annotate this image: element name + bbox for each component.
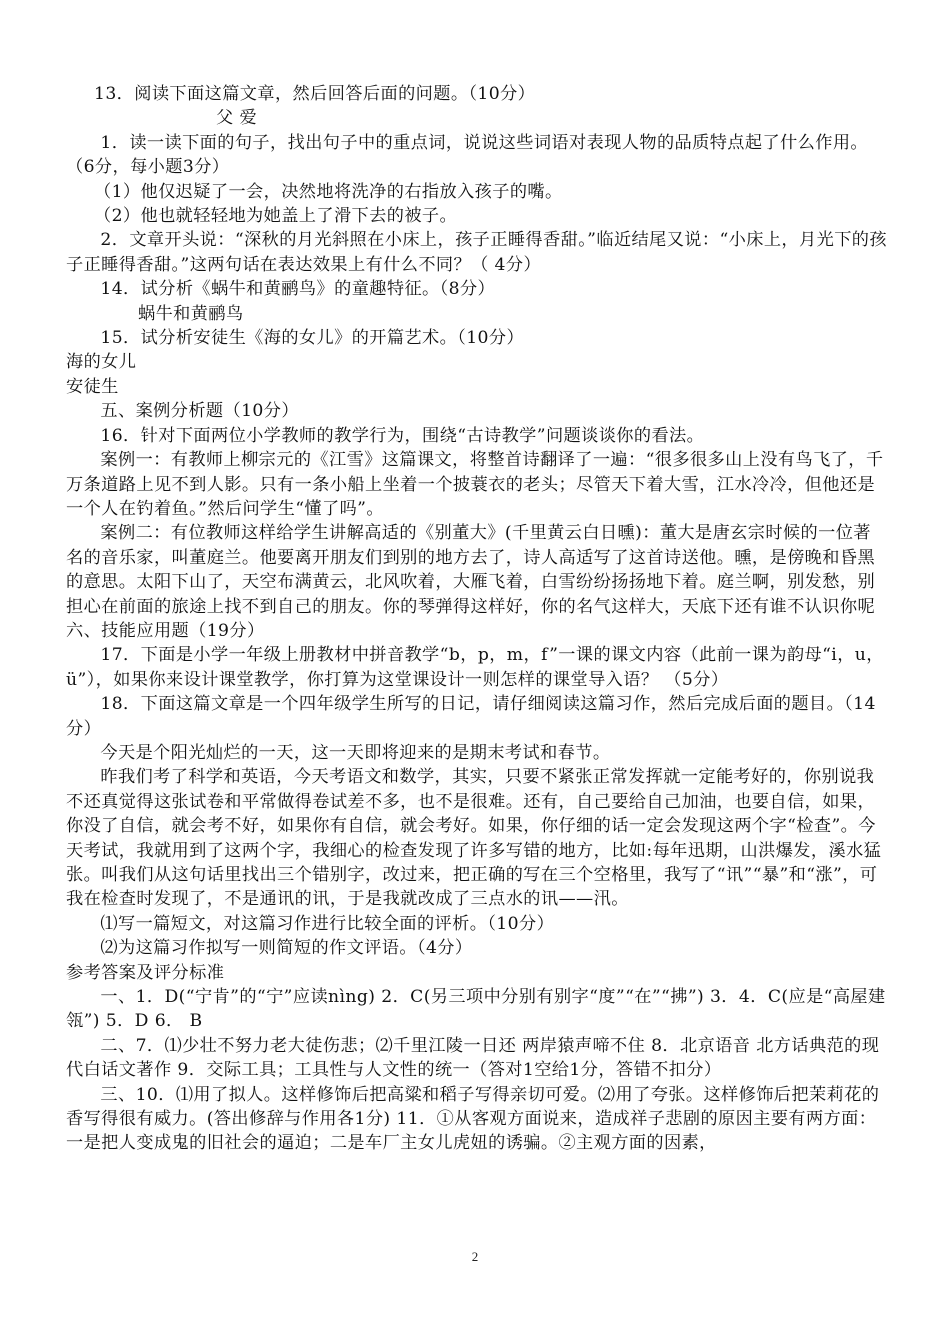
q13-article-title: 父 爱 bbox=[216, 108, 258, 129]
page-content bbox=[66, 82, 888, 1156]
section-6-title: 六、技能应用题（19分） bbox=[66, 620, 265, 641]
section-5-title: 五、案例分析题（10分） bbox=[100, 401, 299, 422]
q13-subquestion-1: 1．读一读下面的句子，找出句子中的重点词，说说这些词语对表现人物的品质特点起了什么作用。（6分，每小题3分） bbox=[66, 132, 868, 178]
q13-subquestion-2: 2．文章开头说：“深秋的月光斜照在小床上，孩子正睡得香甜。”临近结尾又说：“小床上，月光下的孩子正睡得香甜。”这两句话在表达效果上有什么不同？（ 4分） bbox=[66, 230, 887, 275]
q14-title: 14．试分析《蜗牛和黄鹂鸟》的童趣特征。（8分） bbox=[100, 279, 496, 300]
case-2-text: 案例二：有位教师这样给学生讲解高适的《别董大》(千里黄云白日曛)：董大是唐玄宗时候的一位著名的音乐家，叫董庭兰。他要离开朋友们到别的地方去了，诗人高适写了这首诗送他。曛，是傍晚和昏黑的意思。太阳下山了，天空布满黄云，北风吹着，大雁飞着，白雪纷纷扬扬地下着。庭兰啊，别发愁，别担心在前面的旅途上找不到自己的朋友。你的琴弹得这样好，你的名气这样大，天底下还有谁不认识你呢 bbox=[66, 523, 876, 617]
q16-title: 16．针对下面两位小学教师的教学行为，围绕“古诗教学”问题谈谈你的看法。 bbox=[100, 425, 705, 446]
answers-title: 参考答案及评分标准 bbox=[66, 962, 225, 983]
q13-subquestion-1b: （2）他也就轻轻地为她盖上了滑下去的被子。 bbox=[94, 206, 458, 227]
q18-task-1: ⑴写一篇短文，对这篇习作进行比较全面的评析。（10分） bbox=[100, 913, 555, 934]
case-1-text: 案例一：有教师上柳宗元的《江雪》这篇课文，将整首诗翻译了一遍：“很多很多山上没有鸟飞了，千万条道路上见不到人影。只有一条小船上坐着一个披蓑衣的老头；尽管天下着大雪，江水冷冷，但他还是一个人在钓着鱼。”然后问学生“懂了吗”。 bbox=[66, 450, 884, 519]
q15-article-title: 海的女儿 bbox=[66, 352, 137, 373]
q15-author: 安徒生 bbox=[66, 376, 119, 397]
q13-title: 13．阅读下面这篇文章，然后回答后面的问题。（10分） bbox=[94, 84, 536, 104]
page-number: 2 bbox=[471, 1249, 479, 1264]
diary-paragraph-1: 今天是个阳光灿烂的一天，这一天即将迎来的是期末考试和春节。 bbox=[100, 742, 611, 763]
answers-section-3: 三、10．⑴用了拟人。这样修饰后把高粱和稻子写得亲切可爱。⑵用了夸张。这样修饰后把茉莉花的香写得很有威力。(答出修辞与作用各1分) 11．①从客观方面说来，造成祥子悲剧的原因主要有两方面：一是把人变成鬼的旧社会的逼迫；二是车厂主女儿虎妞的诱骗。②主观方面的因素， bbox=[66, 1084, 880, 1154]
q18-task-2: ⑵为这篇习作拟写一则简短的作文评语。（4分） bbox=[100, 938, 473, 959]
answers-section-2: 二、7．⑴少壮不努力老大徒伤悲；⑵千里江陵一日还 两岸猿声啼不住 8．北京语音 北方话典范的现代白话文著作 9．交际工具；工具性与人文性的统一（答对1空给1分，答错不扣分） bbox=[66, 1035, 880, 1081]
q15-title: 15．试分析安徒生《海的女儿》的开篇艺术。（10分） bbox=[100, 328, 525, 349]
answers-section-1: 一、1．D(“宁肯”的“宁”应读nìng) 2．C(另三项中分别有别字“度”“在”“拂”) 3．4．C(应是“高屋建瓴”) 5．D 6． B bbox=[66, 987, 886, 1032]
q17-title: 17．下面是小学一年级上册教材中拼音教学“b，p，m，f”一课的课文内容（此前一课为韵母“i，u，ü”），如果你来设计课堂教学，你打算为这堂课设计一则怎样的课堂导入语？ （5分） bbox=[66, 645, 884, 690]
diary-paragraph-2: 昨我们考了科学和英语，今天考语文和数学，其实，只要不紧张正常发挥就一定能考好的，你别说我不还真觉得这张试卷和平常做得卷试差不多，也不是很难。还有，自己要给自己加油，也要自信，如果，你没了自信，就会考不好，如果你有自信，就会考好。如果，你仔细的话一定会发现这两个字“检查”。今天考试，我就用到了这两个字，我细心的检查发现了许多写错的地方，比如:每年迅期，山洪爆发，溪水猛张。叫我们从这句话里找出三个错别字，改过来，把正确的写在三个空格里，我写了“讯”“暴”和“涨”，可我在检查时发现了，不是通讯的讯，于是我就改成了三点水的讯——汛。 bbox=[66, 767, 882, 910]
q14-article-title: 蜗牛和黄鹂鸟 bbox=[138, 303, 244, 324]
q18-title: 18．下面这篇文章是一个四年级学生所写的日记，请仔细阅读这篇习作，然后完成后面的题目。（14分） bbox=[66, 694, 876, 739]
q13-subquestion-1a: （1）他仅迟疑了一会，决然地将洗净的右指放入孩子的嘴。 bbox=[94, 181, 563, 202]
